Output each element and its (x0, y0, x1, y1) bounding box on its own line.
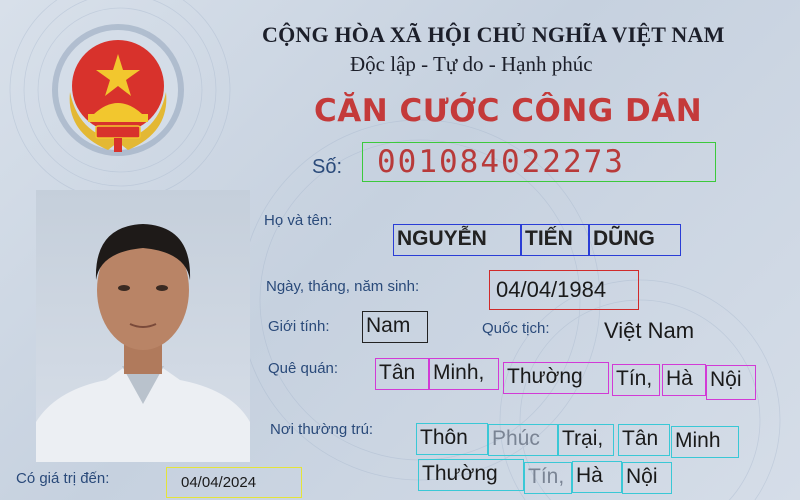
national-emblem-icon (48, 22, 188, 158)
id-number: 001084022273 (362, 142, 716, 182)
hometown-word: Hà (662, 364, 706, 396)
residence-word: Hà (572, 461, 622, 493)
card-title: CĂN CƯỚC CÔNG DÂN (314, 93, 703, 129)
residence-word: Phúc (488, 424, 558, 456)
hometown-word: Tân (375, 358, 429, 390)
country-name: CỘNG HÒA XÃ HỘI CHỦ NGHĨA VIỆT NAM (262, 22, 725, 47)
name-word: DŨNG (589, 224, 681, 256)
portrait-photo (36, 190, 250, 462)
residence-word: Thường (418, 459, 524, 491)
nationality-label: Quốc tịch: (482, 320, 550, 337)
residence-word: Trại, (558, 424, 614, 456)
name-label: Họ và tên: (264, 212, 333, 229)
residence-word: Tín, (524, 462, 572, 494)
residence-word: Thôn (416, 423, 488, 455)
hometown-word: Thường (503, 362, 609, 394)
number-label: Số: (312, 156, 343, 178)
expiry-date: 04/04/2024 (166, 467, 302, 498)
residence-word: Minh (671, 426, 739, 458)
birth-date: 04/04/1984 (489, 270, 639, 310)
residence-word: Nội (622, 462, 672, 494)
sex-value: Nam (362, 311, 428, 343)
portrait-icon (36, 190, 250, 462)
national-motto: Độc lập - Tự do - Hạnh phúc (350, 52, 593, 76)
residence-word: Tân (618, 424, 670, 456)
nationality-value: Việt Nam (604, 318, 695, 343)
sex-label: Giới tính: (268, 318, 330, 335)
hometown-word: Nội (706, 365, 756, 400)
hometown-label: Quê quán: (268, 360, 339, 377)
expiry-label: Có giá trị đến: (16, 470, 110, 487)
birth-label: Ngày, tháng, năm sinh: (266, 278, 420, 295)
residence-label: Nơi thường trú: (270, 421, 374, 438)
hometown-word: Minh, (429, 358, 499, 390)
hometown-word: Tín, (612, 364, 660, 396)
name-word: TIẾN (521, 224, 589, 256)
name-word: NGUYỄN (393, 224, 521, 256)
